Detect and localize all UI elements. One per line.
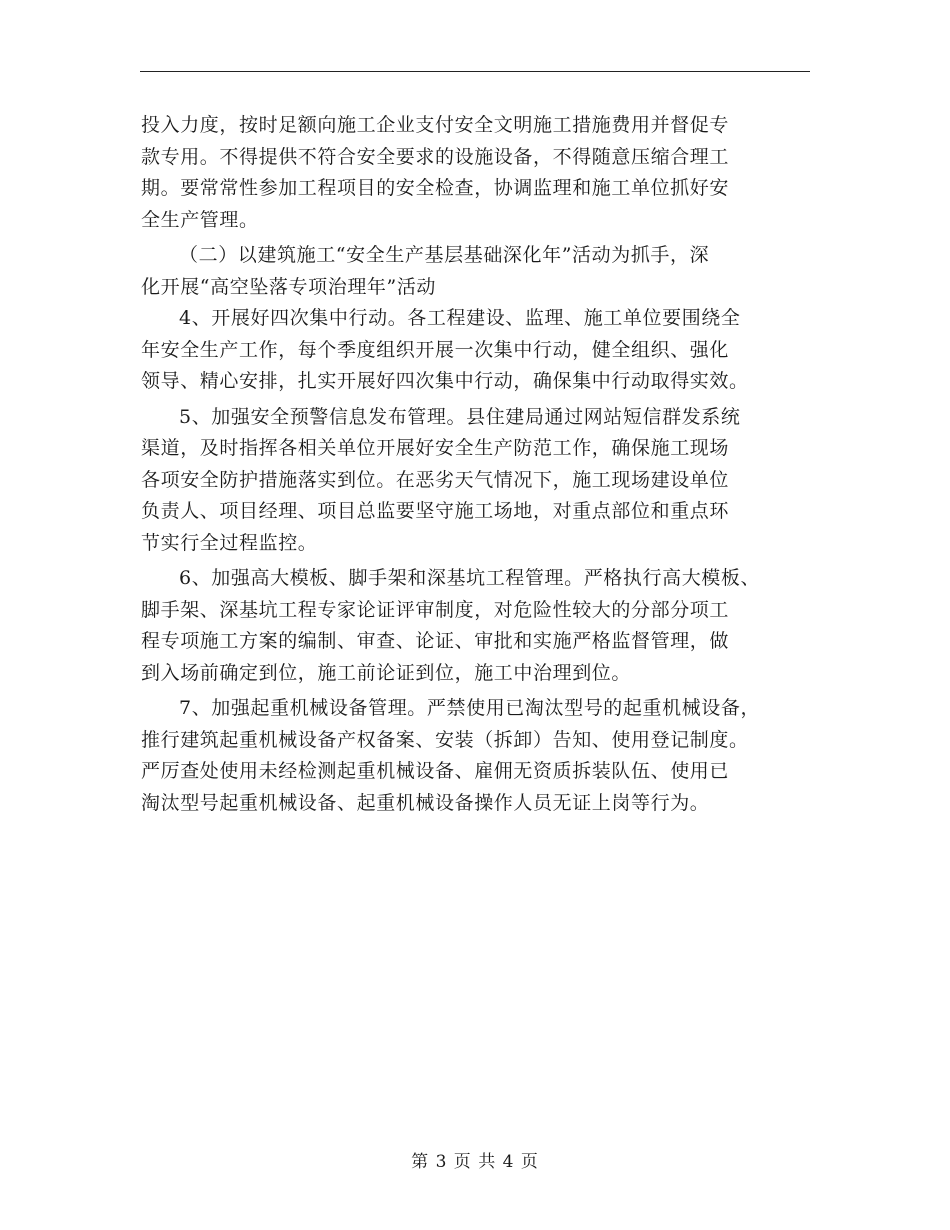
paragraph-line: 程专项施工方案的编制、审查、论证、审批和实施严格监督管理，做 [141,630,730,652]
paragraph-item-4 [141,303,811,398]
paragraph-line: 各项安全防护措施落实到位。在恶劣天气情况下，施工现场建设单位 [141,468,730,491]
paragraph-line: 渠道，及时指挥各相关单位开展好安全生产防范工作，确保施工现场 [141,437,730,459]
paragraph-line: 投入力度，按时足额向施工企业支付安全文明施工措施费用并督促专 [141,114,730,136]
body-text [141,110,811,819]
paragraph-line: 到入场前确定到位，施工前论证到位，施工中治理到位。 [141,661,632,684]
header-rule [140,71,810,72]
paragraph-line: 4、开展好四次集中行动。各工程建设、监理、施工单位要围绕全 [179,307,741,329]
section-heading [141,240,811,303]
paragraph-line: 负责人、项目经理、项目总监要坚守施工场地，对重点部位和重点环 [141,500,730,522]
paragraph-line: 期。要常常性参加工程项目的安全检查，协调监理和施工单位抓好安 [141,177,730,199]
paragraph-item-5 [141,402,811,560]
paragraph-line: 款专用。不得提供不符合安全要求的设施设备，不得随意压缩合理工 [141,145,730,168]
section-heading-line: 化开展“高空坠落专项治理年”活动 [141,275,437,298]
paragraph-line: 领导、精心安排，扎实开展好四次集中行动，确保集中行动取得实效。 [141,370,749,392]
paragraph-line: 6、加强高大模板、脚手架和深基坑工程管理。严格执行高大模板、 [179,567,761,589]
paragraph-line: 节实行全过程监控。 [141,531,318,554]
paragraph-line: 严厉查处使用未经检测起重机械设备、雇佣无资质拆装队伍、使用已 [141,760,730,782]
paragraph-line: 淘汰型号起重机械设备、起重机械设备操作人员无证上岗等行为。 [141,791,710,814]
paragraph-line: 7、加强起重机械设备管理。严禁使用已淘汰型号的起重机械设备， [179,697,761,719]
section-heading-line: （二）以建筑施工“安全生产基层基础深化年”活动为抓手，深 [179,244,710,266]
paragraph-item-7 [141,693,811,819]
paragraph-1 [141,110,811,236]
paragraph-line: 5、加强安全预警信息发布管理。县住建局通过网站短信群发系统 [179,405,741,428]
page-number: 第 3 页 共 4 页 [411,1152,539,1172]
paragraph-line: 年安全生产工作，每个季度组织开展一次集中行动，健全组织、强化 [141,338,730,361]
paragraph-item-6 [141,563,811,689]
paragraph-line: 脚手架、深基坑工程专家论证评审制度，对危险性较大的分部分项工 [141,598,730,621]
paragraph-line: 全生产管理。 [141,208,259,231]
paragraph-line: 推行建筑起重机械设备产权备案、安装（拆卸）告知、使用登记制度。 [141,728,749,751]
